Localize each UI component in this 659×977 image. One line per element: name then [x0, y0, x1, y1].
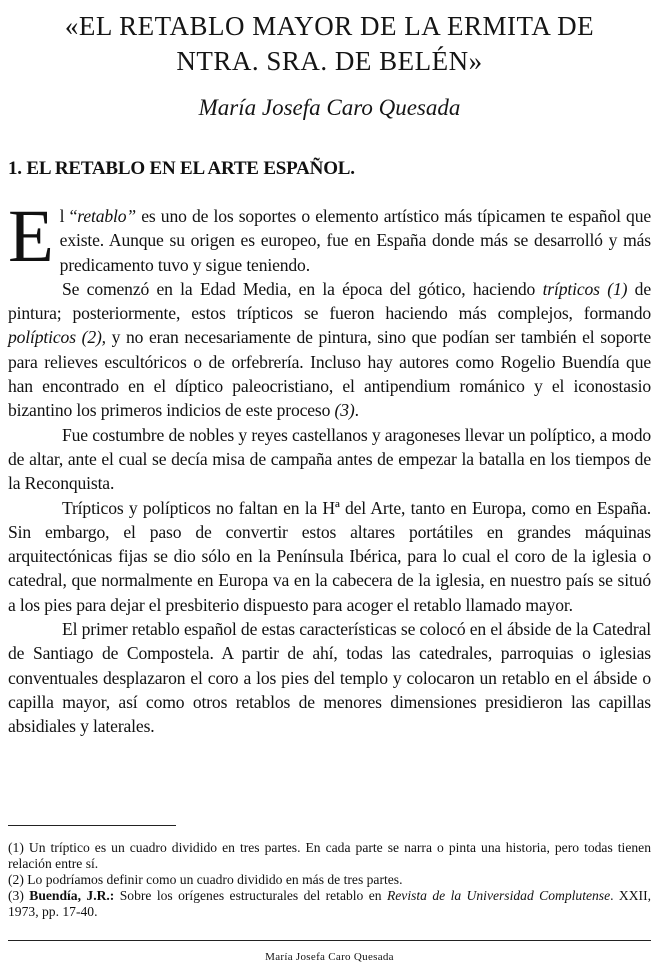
drop-cap: E [8, 195, 54, 278]
footnote-separator [8, 825, 176, 826]
paragraph-2-text-d: . [354, 400, 359, 421]
paragraph-1-text-a: l “ [59, 206, 78, 226]
paragraph-5: El primer retablo español de estas características se colocó en el ábside de la Catedral de Santiago de Compostela. A partir de ahí, todas las catedrales, parroquias o iglesias conventuales desplazaron el coro a los pies del templo y colocaron un retablo en el ábside o capilla mayor, así como otros retablos de menores dimensiones presidieron las capillas absidiales y laterales. [8, 619, 651, 737]
article-author: María Josefa Caro Quesada [198, 95, 461, 120]
footnote-3-text: Sobre los orígenes estructurales del retablo en [114, 888, 387, 903]
running-footer: María Josefa Caro Quesada [265, 951, 394, 963]
paragraph-2-text-b: de pintura; posteriormente, estos trípticos se fueron haciendo más complejos, formando [8, 278, 651, 324]
footnotes [8, 840, 651, 920]
section-heading: 1. EL RETABLO EN EL ARTE ESPAÑOL. [8, 158, 355, 179]
footnote-3-author: Buendía, J.R.: [29, 888, 115, 903]
paragraph-1-emphasis: retablo” [77, 206, 137, 226]
footnote-2: (2) Lo podríamos definir como un cuadro dividido en más de tres partes. [8, 872, 403, 887]
paragraph-2-text-c: y no eran necesariamente de pintura, sino que podían ser también el soporte para relieves escultóricos o de orfebrería. Incluso hay autores como Rogelio Buendía que han encontrado en el díptico paleocristiano, el antipendium románico y el iconostasio bizantino los primeros indicios de este proceso [8, 327, 651, 421]
footnote-3 [8, 888, 651, 920]
footnote-1: (1) Un tríptico es un cuadro dividido en tres partes. En cada parte se narra o pinta una historia, pero todas tienen relación entre sí. [8, 840, 651, 871]
footer-rule [8, 940, 651, 941]
paragraph-4: Trípticos y polípticos no faltan en la Hª del Arte, tanto en Europa, como en España. Sin embargo, el paso de convertir estos altares portátiles en grandes máquinas arquitectónicas fijas se dio sólo en la Península Ibérica, para lo cual el coro de la iglesia o catedral, que normalmente en Europa va en la cabecera de la iglesia, en nuestro país se situó a los pies para dejar el presbiterio dispuesto para acoger el retablo llamado mayor. [8, 497, 651, 615]
article-title-line-1: «EL RETABLO MAYOR DE LA ERMITA DE [64, 11, 595, 41]
footnote-ref-2: polípticos (2), [8, 327, 106, 348]
footnote-ref-3: (3) [334, 400, 355, 421]
footnote-3-citation: . XXII, 1973, pp. 17-40. [8, 888, 652, 919]
paragraph-1 [8, 195, 651, 278]
paragraph-1-text-b: es uno de los soportes o elemento artístico más típicamen te español que existe. Aunque su origen es europeo, fue en España donde más se desarrolló y más predicamento tuvo y sigue teniendo. [59, 206, 651, 275]
footnote-3-journal: Revista de la Universidad Complutense [386, 888, 611, 903]
body-text [8, 195, 651, 739]
paragraph-3: Fue costumbre de nobles y reyes castellanos y aragoneses llevar un políptico, a modo de altar, ante el cual se decía misa de campaña antes de empezar la batalla en los tiempos de la Reconquista. [8, 424, 651, 494]
paragraph-2 [8, 277, 651, 423]
footnote-3-number: (3) [8, 888, 30, 903]
article-title-line-2: NTRA. SRA. DE BELÉN» [176, 46, 483, 76]
paragraph-2-text-a: Se comenzó en la Edad Media, en la época del gótico, haciendo [62, 278, 543, 299]
footnote-ref-1: trípticos (1) [542, 278, 628, 299]
